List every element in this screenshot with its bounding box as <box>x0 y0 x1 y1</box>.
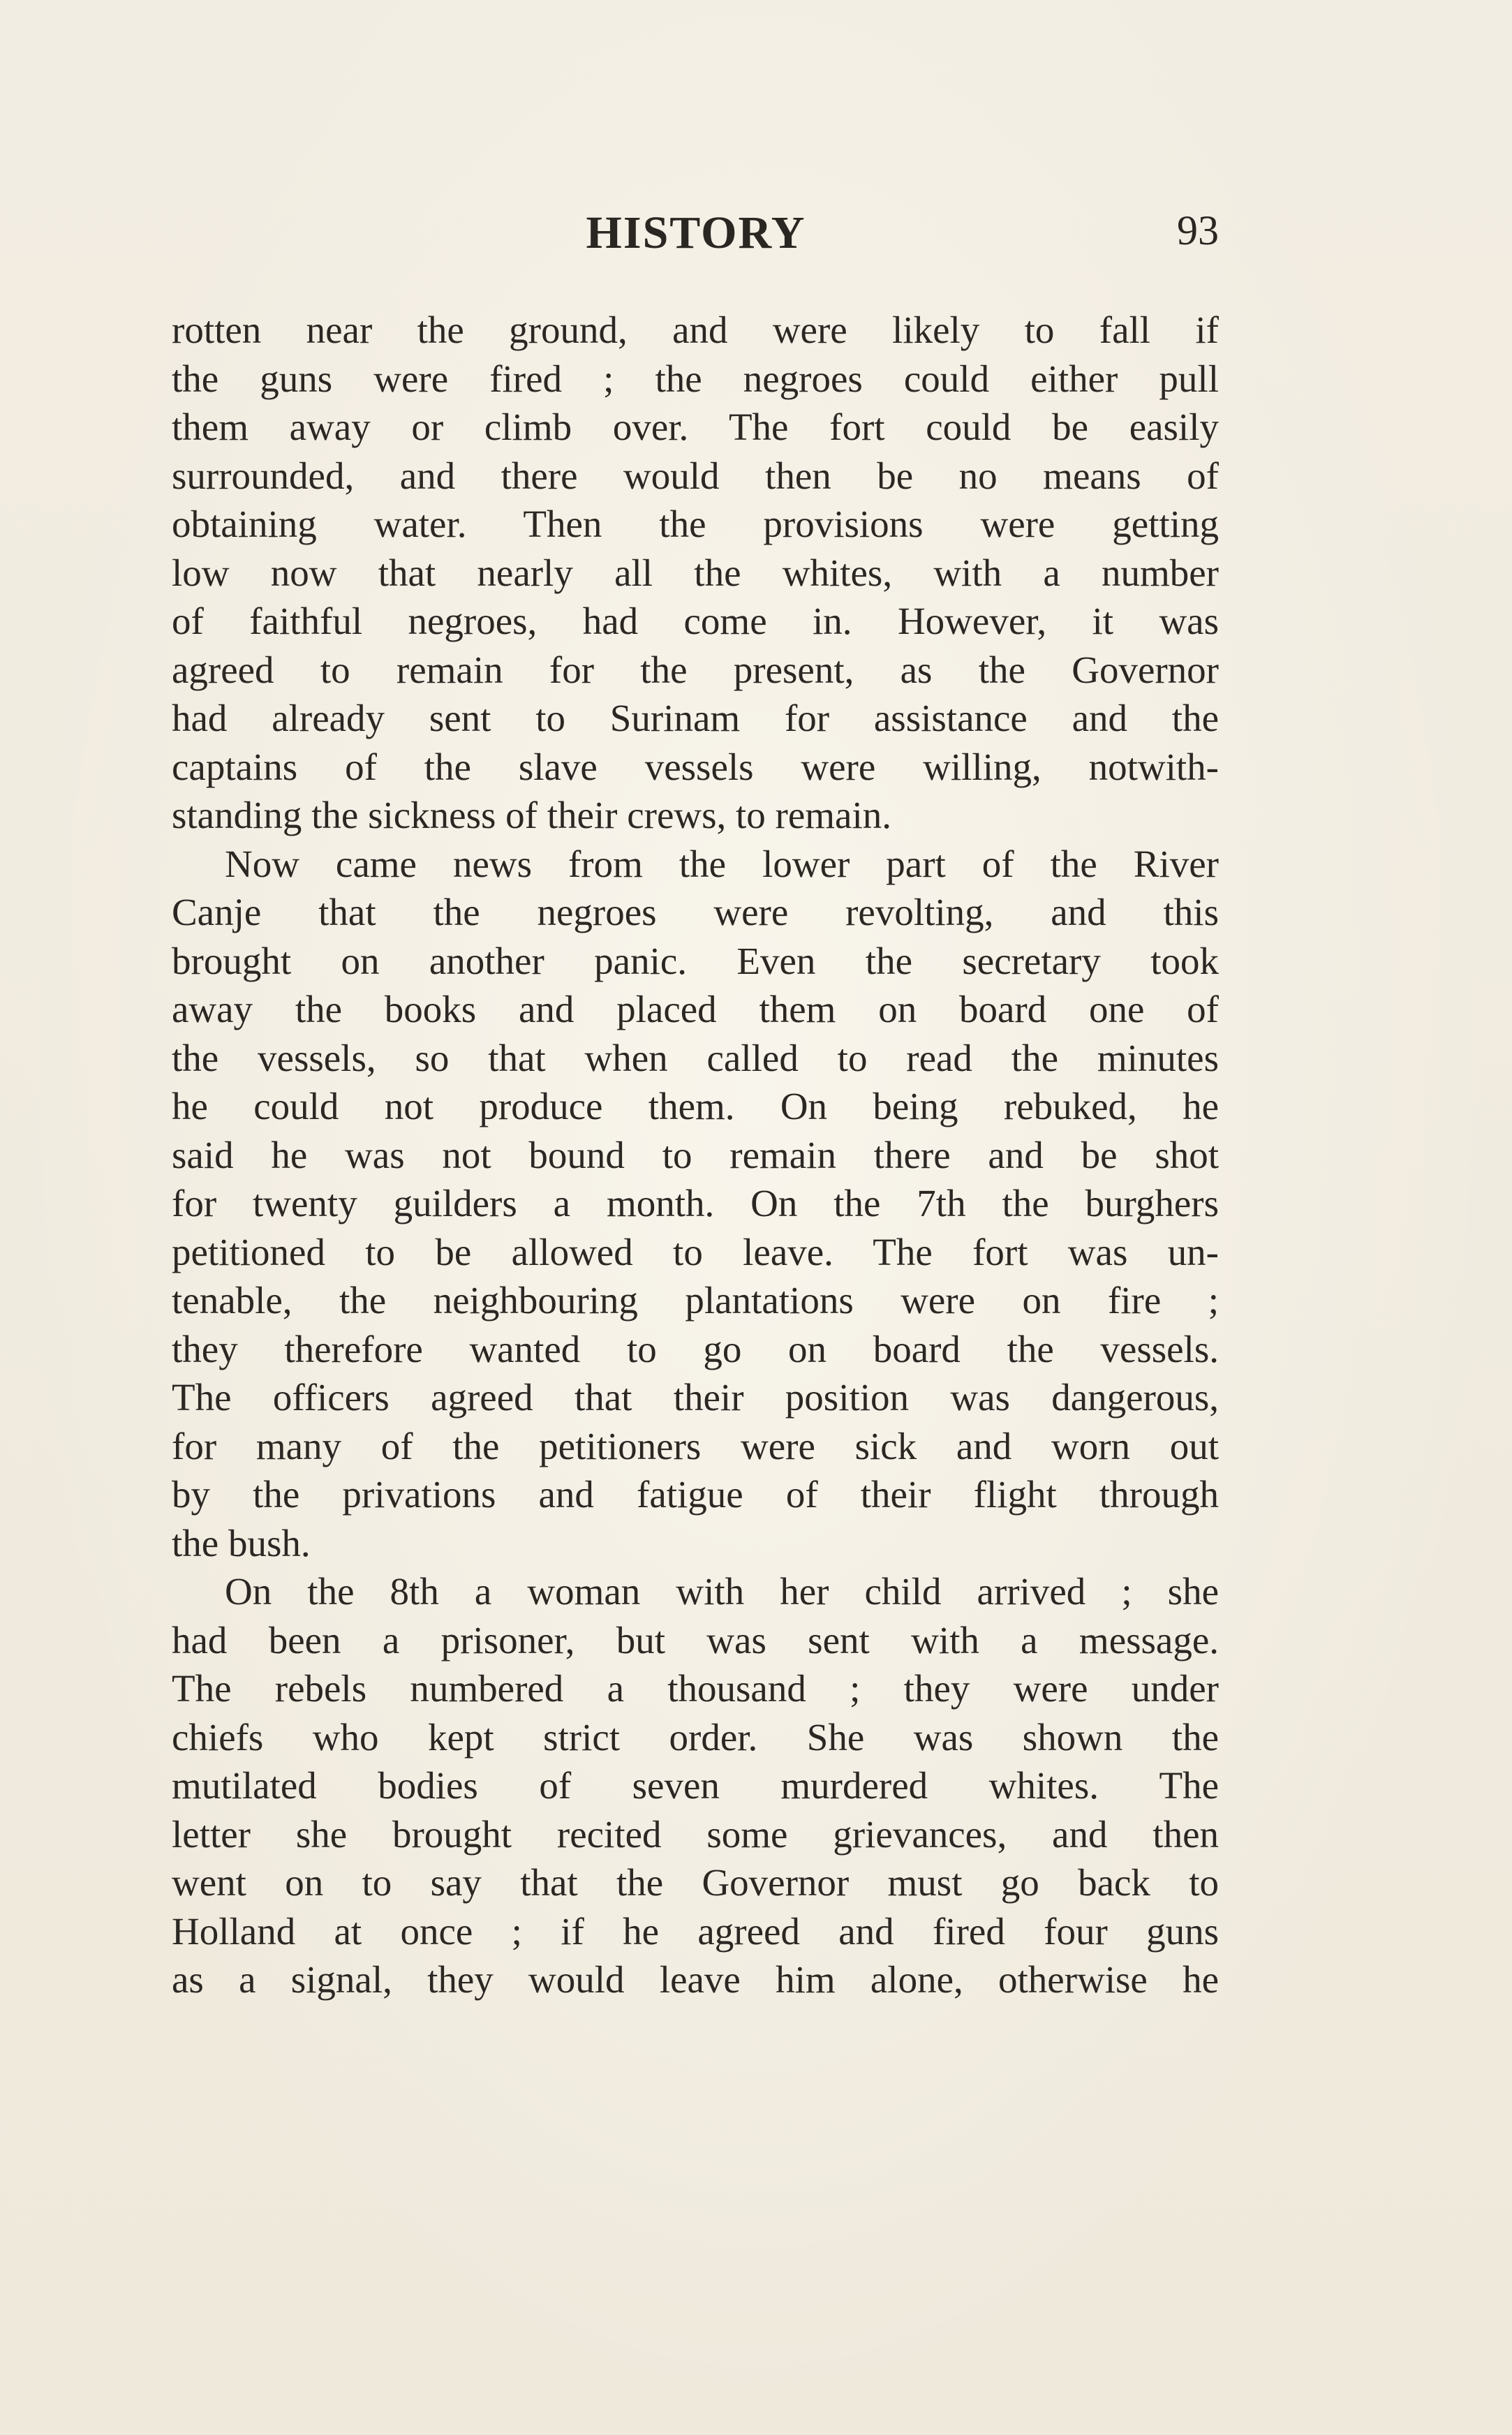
text-line: of faithful negroes, had come in. However, it was <box>172 600 1219 642</box>
text-line: agreed to remain for the present, as the Governor <box>172 648 1219 691</box>
text-line: he could not produce them. On being rebuked, he <box>172 1085 1219 1127</box>
text-line: low now that nearly all the whites, with a number <box>172 551 1219 594</box>
text-line: away the books and placed them on board one of <box>172 988 1219 1030</box>
text-line: said he was not bound to remain there and be shot <box>172 1133 1219 1176</box>
text-line: Holland at once ; if he agreed and fired four guns <box>172 1909 1219 1953</box>
paragraph <box>172 840 1219 1568</box>
text-line: them away or climb over. The fort could be easily <box>172 406 1219 448</box>
text-line: had already sent to Surinam for assistance and the <box>172 697 1219 739</box>
text-line: Canje that the negroes were revolting, and this <box>172 891 1219 933</box>
text-line: petitioned to be allowed to leave. The fort was un- <box>172 1230 1219 1273</box>
text-line: by the privations and fatigue of their flight through <box>172 1473 1219 1516</box>
text-line: went on to say that the Governor must go back to <box>172 1861 1219 1904</box>
running-title: HISTORY <box>586 207 806 258</box>
text-line: for twenty guilders a month. On the 7th the burghers <box>172 1182 1219 1224</box>
text-line: The rebels numbered a thousand ; they were under <box>172 1667 1219 1710</box>
text-line: On the 8th a woman with her child arrived ; she <box>225 1570 1219 1613</box>
page-number: 93 <box>1177 207 1219 253</box>
text-line: letter she brought recited some grievances, and then <box>172 1812 1219 1856</box>
text-line: captains of the slave vessels were willing, notwith- <box>172 745 1219 788</box>
text-line: standing the sickness of their crews, to remain. <box>172 794 891 836</box>
text-line: tenable, the neighbouring plantations were on fire ; <box>172 1279 1219 1322</box>
text-line: the bush. <box>172 1521 311 1564</box>
text-line: as a signal, they would leave him alone, otherwise he <box>172 1958 1219 2001</box>
paragraph <box>172 1567 1219 2004</box>
text-line: they therefore wanted to go on board the vessels. <box>172 1327 1219 1370</box>
text-line: chiefs who kept strict order. She was shown the <box>172 1715 1219 1759</box>
text-line: for many of the petitioners were sick and worn out <box>172 1424 1219 1467</box>
text-line: had been a prisoner, but was sent with a message. <box>172 1618 1219 1661</box>
text-line: brought on another panic. Even the secretary took <box>172 939 1219 982</box>
paragraph <box>172 306 1219 840</box>
body-text <box>172 306 1219 2004</box>
running-head <box>173 207 1219 269</box>
text-line: the guns were fired ; the negroes could either pull <box>172 357 1219 400</box>
text-line: The officers agreed that their position was dangerous, <box>172 1376 1219 1419</box>
text-line: Now came news from the lower part of the River <box>225 842 1219 885</box>
text-line: mutilated bodies of seven murdered whites. The <box>172 1764 1219 1807</box>
text-line: rotten near the ground, and were likely to fall if <box>172 309 1219 351</box>
text-line: obtaining water. Then the provisions were getting <box>172 503 1219 545</box>
text-line: the vessels, so that when called to read the minutes <box>172 1036 1219 1079</box>
text-line: surrounded, and there would then be no means of <box>172 454 1219 497</box>
